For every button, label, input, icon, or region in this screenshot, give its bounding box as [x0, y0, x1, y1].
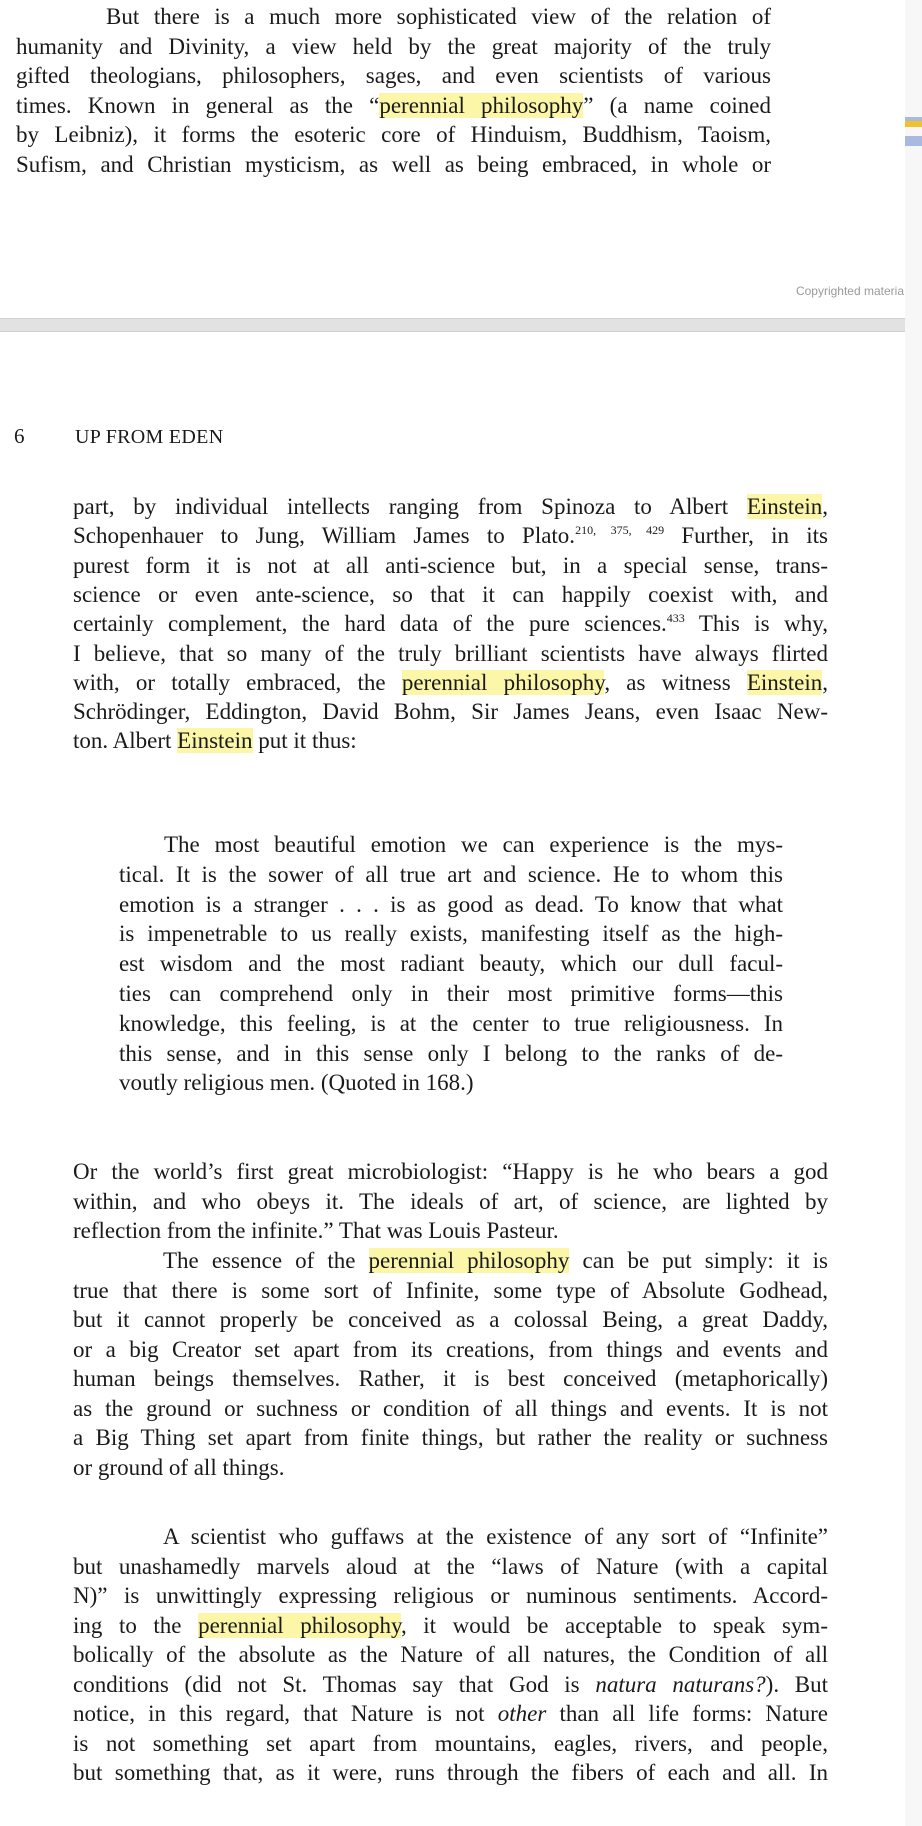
text-line: or ground of all things.	[73, 1454, 285, 1480]
text-line: ton. Albert Einstein put it thus:	[73, 728, 357, 754]
text-line: as the ground or suchness or condition of all things and events. It is not	[73, 1395, 828, 1421]
text-line: N)” is unwittingly expressing religious or numinous sentiments. Accord-	[73, 1583, 828, 1608]
text-line: or a big Creator set apart from its creations, from things and events and	[73, 1336, 828, 1362]
text-line: is impenetrable to us really exists, manifesting itself as the high-	[119, 921, 783, 947]
search-highlight[interactable]: Einstein	[746, 669, 823, 695]
text-line: But there is a much more sophisticated view of the relation of	[106, 4, 771, 29]
search-highlight[interactable]: perennial philosophy	[368, 1248, 570, 1273]
text-line: but something that, as it were, runs through the fibers of each and all. In	[73, 1760, 828, 1785]
search-highlight[interactable]: perennial philosophy	[198, 1612, 401, 1638]
text-line: Schrödinger, Eddington, David Bohm, Sir James Jeans, even Isaac New-	[73, 699, 828, 725]
text-line: humanity and Divinity, a view held by the great majority of the truly	[16, 33, 771, 59]
text-line: gifted theologians, philosophers, sages, and even scientists of various	[16, 63, 771, 88]
search-highlight[interactable]: perennial philosophy	[379, 92, 584, 118]
text-line: part, by individual intellects ranging from Spinoza to Albert Einstein,	[73, 494, 828, 519]
text-line: emotion is a stranger . . . is as good as dead. To know that what	[119, 891, 783, 917]
text-line: The most beautiful emotion we can experience is the mys-	[164, 832, 783, 857]
text-line: times. Known in general as the “perennial philosophy” (a name coined	[16, 92, 771, 118]
text-line: a Big Thing set apart from finite things, but rather the reality or suchness	[73, 1425, 828, 1450]
text-line: this sense, and in this sense only I belong to the ranks of de-	[119, 1040, 783, 1066]
page-separator	[0, 318, 905, 332]
italic-text: other	[497, 1701, 547, 1726]
search-highlight[interactable]: Einstein	[177, 728, 253, 754]
text-line: I believe, that so many of the truly brilliant scientists have always flirted	[73, 640, 828, 666]
footnote-reference[interactable]: 210, 375, 429	[575, 523, 665, 538]
text-line: bolically of the absolute as the Nature of all natures, the Condition of all	[73, 1642, 828, 1667]
text-line: notice, in this regard, that Nature is not other than all life forms: Nature	[73, 1701, 828, 1726]
text-line: knowledge, this feeling, is at the center to true religiousness. In	[119, 1010, 783, 1036]
text-line: purest form it is not at all anti-science but, in a special sense, trans-	[73, 552, 828, 578]
highlight-marker[interactable]	[905, 117, 922, 127]
text-line: but it cannot properly be conceived as a colossal Being, a great Daddy,	[73, 1307, 828, 1332]
page-number: 6	[14, 424, 25, 448]
text-line: The essence of the perennial philosophy can be put simply: it is	[163, 1248, 828, 1273]
running-head: UP FROM EDEN	[75, 426, 224, 448]
text-line: Sufism, and Christian mysticism, as well as being embraced, in whole or	[16, 151, 771, 177]
text-line: human beings themselves. Rather, it is best conceived (metaphorically)	[73, 1366, 828, 1391]
search-highlight[interactable]: Einstein	[746, 494, 823, 519]
text-line: conditions (did not St. Thomas say that God is natura naturans?). But	[73, 1671, 828, 1697]
text-line: with, or totally embraced, the perennial philosophy, as witness Einstein,	[73, 669, 828, 695]
text-line: is not something set apart from mountains, eagles, rivers, and people,	[73, 1730, 828, 1756]
footnote-reference[interactable]: 433	[666, 611, 685, 626]
text-line: ing to the perennial philosophy, it would be acceptable to speak sym-	[73, 1612, 828, 1638]
text-line: Or the world’s first great microbiologist: “Happy is he who bears a god	[73, 1159, 828, 1184]
text-line: by Leibniz), it forms the esoteric core of Hinduism, Buddhism, Taoism,	[16, 122, 771, 147]
text-line: voutly religious men. (Quoted in 168.)	[119, 1070, 474, 1096]
text-line: A scientist who guffaws at the existence of any sort of “Infinite”	[163, 1524, 828, 1549]
text-line: certainly complement, the hard data of the pure sciences.$^{433}$ This is why,	[73, 611, 829, 637]
text-line: reflection from the infinite.” That was Louis Pasteur.	[73, 1218, 559, 1243]
text-line: est wisdom and the most radiant beauty, which our dull facul-	[119, 951, 783, 977]
bookmark-marker[interactable]	[905, 136, 922, 146]
text-line: tical. It is the sower of all true art and science. He to whom this	[119, 861, 783, 887]
text-line: but unashamedly marvels aloud at the “laws of Nature (with a capital	[73, 1553, 828, 1579]
text-line: Schopenhauer to Jung, William James to Plato.$^{210, 375, 429}$ Further, in its	[73, 523, 828, 549]
italic-text: natura naturans?	[595, 1671, 766, 1697]
search-highlight[interactable]: perennial philosophy	[401, 669, 605, 695]
scrollbar-track[interactable]	[905, 0, 922, 1826]
text-line: within, and who obeys it. The ideals of art, of science, are lighted by	[73, 1188, 828, 1214]
text-line: ties can comprehend only in their most primitive forms—this	[119, 981, 783, 1006]
copyright-notice: Copyrighted materia	[795, 284, 904, 298]
text-line: science or even ante-science, so that it can happily coexist with, and	[73, 581, 828, 607]
text-line: true that there is some sort of Infinite, some type of Absolute Godhead,	[73, 1277, 828, 1303]
